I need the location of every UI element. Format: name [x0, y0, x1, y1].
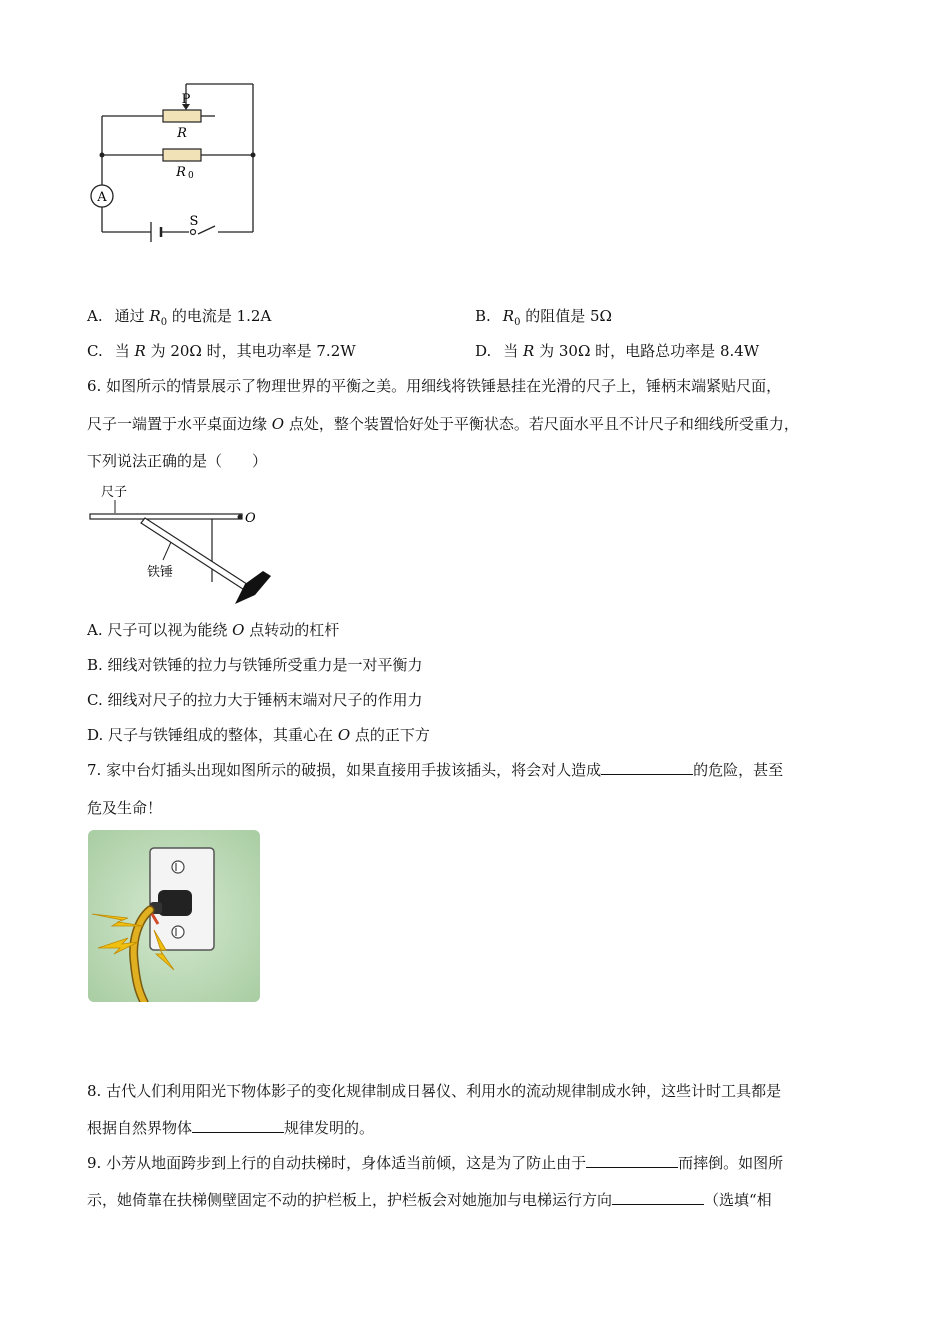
- q7-stem-line1: 7. 家中台灯插头出现如图所示的破损，如果直接用手拔该插头，将会对人造成 的危险，甚至: [87, 761, 784, 779]
- label-r: R: [177, 126, 187, 141]
- q6-stem-line3: 下列说法正确的是（ ）: [87, 452, 268, 470]
- q8-answer-blank[interactable]: [192, 1118, 284, 1133]
- q8-stem-line1: 8. 古代人们利用阳光下物体影子的变化规律制成日晷仪、利用水的流动规律制成水钟，这些计时工具都是: [87, 1082, 782, 1100]
- label-r0-sub: 0: [188, 171, 194, 181]
- q7-answer-blank[interactable]: [601, 760, 693, 775]
- q5-option-a[interactable]: A. 通过 $R_0$ 的电流是 1.2A: [87, 307, 272, 328]
- resistor-r: [163, 110, 201, 122]
- ruler-hammer-figure: [85, 480, 285, 610]
- switch-label-s: S: [189, 214, 199, 229]
- hammer-handle: [141, 518, 253, 593]
- q6-option-d[interactable]: D. 尺子与铁锤组成的整体，其重心在 O 点的正下方: [87, 726, 430, 744]
- q6-option-a[interactable]: A. 尺子可以视为能绕 O 点转动的杠杆: [87, 621, 340, 639]
- pivot-o: [238, 515, 243, 520]
- q9-answer-blank-1[interactable]: [586, 1153, 678, 1168]
- q6-stem-line1: 6. 如图所示的情景展示了物理世界的平衡之美。用细线将铁锤悬挂在光滑的尺子上，锤柄末端紧贴尺面，: [87, 377, 782, 395]
- label-r0: R: [176, 165, 186, 180]
- ammeter-label: A: [97, 190, 107, 205]
- pivot-label-o: O: [245, 511, 256, 526]
- circuit-diagram: [85, 78, 275, 253]
- q5-option-d[interactable]: D. 当 R 为 30Ω 时，电路总功率是 8.4W: [475, 342, 760, 360]
- q6-option-c[interactable]: C. 细线对尺子的拉力大于锤柄末端对尺子的作用力: [87, 691, 423, 709]
- plug-icon: [158, 890, 192, 916]
- switch-icon: [191, 230, 196, 235]
- q5-option-c[interactable]: C. 当 R 为 20Ω 时，其电功率是 7.2W: [87, 342, 356, 360]
- resistor-r0: [163, 149, 201, 161]
- q5-option-b[interactable]: B. $R_0$ 的阻值是 5Ω: [475, 307, 612, 328]
- q9-stem-line1: 9. 小芳从地面跨步到上行的自动扶梯时，身体适当前倾，这是为了防止由于 而摔倒。如图所: [87, 1154, 784, 1172]
- ruler: [90, 514, 242, 519]
- q9-stem-line2: 示，她倚靠在扶梯侧壁固定不动的护栏板上，护栏板会对她施加与电梯运行方向 （选填“相: [87, 1191, 772, 1209]
- q6-stem-line2: 尺子一端置于水平桌面边缘 O 点处，整个装置恰好处于平衡状态。若尺面水平且不计尺子和细线所受重力，: [87, 415, 799, 433]
- damaged-plug-illustration: [88, 830, 260, 1002]
- q8-stem-line2: 根据自然界物体 规律发明的。: [87, 1119, 375, 1137]
- q6-option-b[interactable]: B. 细线对铁锤的拉力与铁锤所受重力是一对平衡力: [87, 656, 423, 674]
- q9-answer-blank-2[interactable]: [612, 1190, 704, 1205]
- slider-label-p: P: [181, 92, 191, 107]
- q7-stem-line2: 危及生命！: [87, 799, 163, 817]
- ruler-label: 尺子: [101, 485, 128, 500]
- hammer-label: 铁锤: [147, 565, 174, 580]
